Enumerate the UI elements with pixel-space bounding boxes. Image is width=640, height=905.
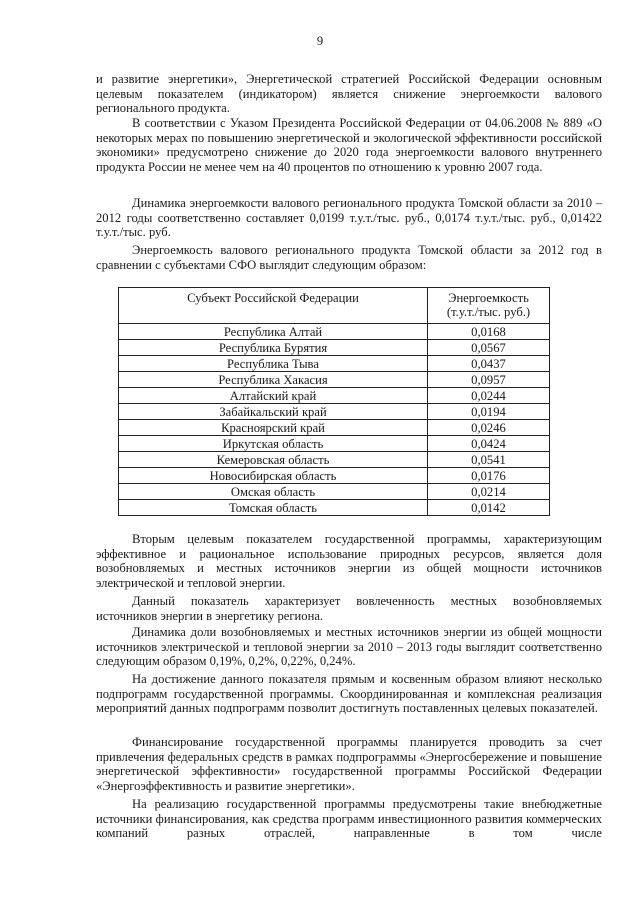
paragraph-1: и развитие энергетики», Энергетической стратегией Российской Федерации основным целевым показателем (индикатором) является снижение энергоемкости валового регионального продукта. (96, 72, 602, 116)
region-name: Республика Тыва (119, 356, 428, 372)
table-row (119, 340, 550, 356)
region-value: 0,0437 (428, 356, 550, 372)
table-row (119, 372, 550, 388)
region-value: 0,0244 (428, 388, 550, 404)
table-row (119, 500, 550, 516)
region-name: Новосибирская область (119, 468, 428, 484)
region-value: 0,0176 (428, 468, 550, 484)
table-row (119, 468, 550, 484)
region-value: 0,0214 (428, 484, 550, 500)
header-subject: Субъект Российской Федерации (119, 288, 428, 324)
page-number: 9 (316, 34, 324, 48)
region-name: Иркутская область (119, 436, 428, 452)
region-name: Республика Бурятия (119, 340, 428, 356)
paragraph-5: Вторым целевым показателем государственной программы, характеризующим эффективное и рациональное использование природных ресурсов, является доля возобновляемых и местных источников энергии из общей мощности источников электрической и тепловой энергии. (96, 532, 602, 590)
region-name: Республика Алтай (119, 324, 428, 340)
header-energy-intensity: Энергоемкость (т.у.т./тыс. руб.) (428, 288, 550, 324)
region-value: 0,0246 (428, 420, 550, 436)
table-row (119, 420, 550, 436)
table-row (119, 356, 550, 372)
table-row (119, 436, 550, 452)
paragraph-8: На достижение данного показателя прямым и косвенным образом влияют несколько подпрограмм государственной программы. Скоординированная и комплексная реализация мероприятий данных подпрограмм позволит достигнуть поставленных целевых показателей. (96, 672, 602, 716)
region-name: Омская область (119, 484, 428, 500)
table-row (119, 324, 550, 340)
table-header-row (119, 288, 550, 324)
region-name: Кемеровская область (119, 452, 428, 468)
region-name: Республика Хакасия (119, 372, 428, 388)
region-name: Алтайский край (119, 388, 428, 404)
region-name: Красноярский край (119, 420, 428, 436)
region-value: 0,0168 (428, 324, 550, 340)
paragraph-4: Энергоемкость валового регионального продукта Томской области за 2012 год в сравнении с субъектами СФО выглядит следующим образом: (96, 243, 602, 272)
paragraph-2: В соответствии с Указом Президента Российской Федерации от 04.06.2008 № 889 «О некоторых мерах по повышению энергетической и экологической эффективности российской экономики» предусмотрено снижение до 2020 года энергоемкости валового внутреннего продукта России не менее чем на 40 процентов по отношению к уровню 2007 года. (96, 116, 602, 174)
paragraph-10: На реализацию государственной программы предусмотрены такие внебюджетные источники финансирования, как средства программ инвестиционного развития коммерческих компаний разных отраслей, направленные в том числе (96, 797, 602, 841)
paragraph-9: Финансирование государственной программы планируется проводить за счет привлечения федеральных средств в рамках подпрограммы «Энергосбережение и повышение энергетической эффективности» государственной программы Российской Федерации «Энергоэффективность и развитие энергетики». (96, 735, 602, 793)
energy-intensity-table (118, 287, 550, 516)
region-value: 0,0142 (428, 500, 550, 516)
region-name: Томская область (119, 500, 428, 516)
paragraph-3: Динамика энергоемкости валового регионального продукта Томской области за 2010 – 2012 годы соответственно составляет 0,0199 т.у.т./тыс. руб., 0,0174 т.у.т./тыс. руб., 0,01422 т.у.т./тыс. руб. (96, 196, 602, 240)
table-row (119, 388, 550, 404)
region-value: 0,0567 (428, 340, 550, 356)
paragraph-7: Динамика доли возобновляемых и местных источников энергии из общей мощности источников электрической и тепловой энергии за 2010 – 2013 годы выглядит соответственно следующим образом 0,19%, 0,2%, 0,22%, 0,24%. (96, 625, 602, 669)
table-row (119, 452, 550, 468)
region-value: 0,0957 (428, 372, 550, 388)
region-value: 0,0541 (428, 452, 550, 468)
region-value: 0,0424 (428, 436, 550, 452)
region-value: 0,0194 (428, 404, 550, 420)
table-row (119, 484, 550, 500)
region-name: Забайкальский край (119, 404, 428, 420)
table-row (119, 404, 550, 420)
paragraph-6: Данный показатель характеризует вовлеченность местных возобновляемых источников энергии в энергетику региона. (96, 594, 602, 623)
